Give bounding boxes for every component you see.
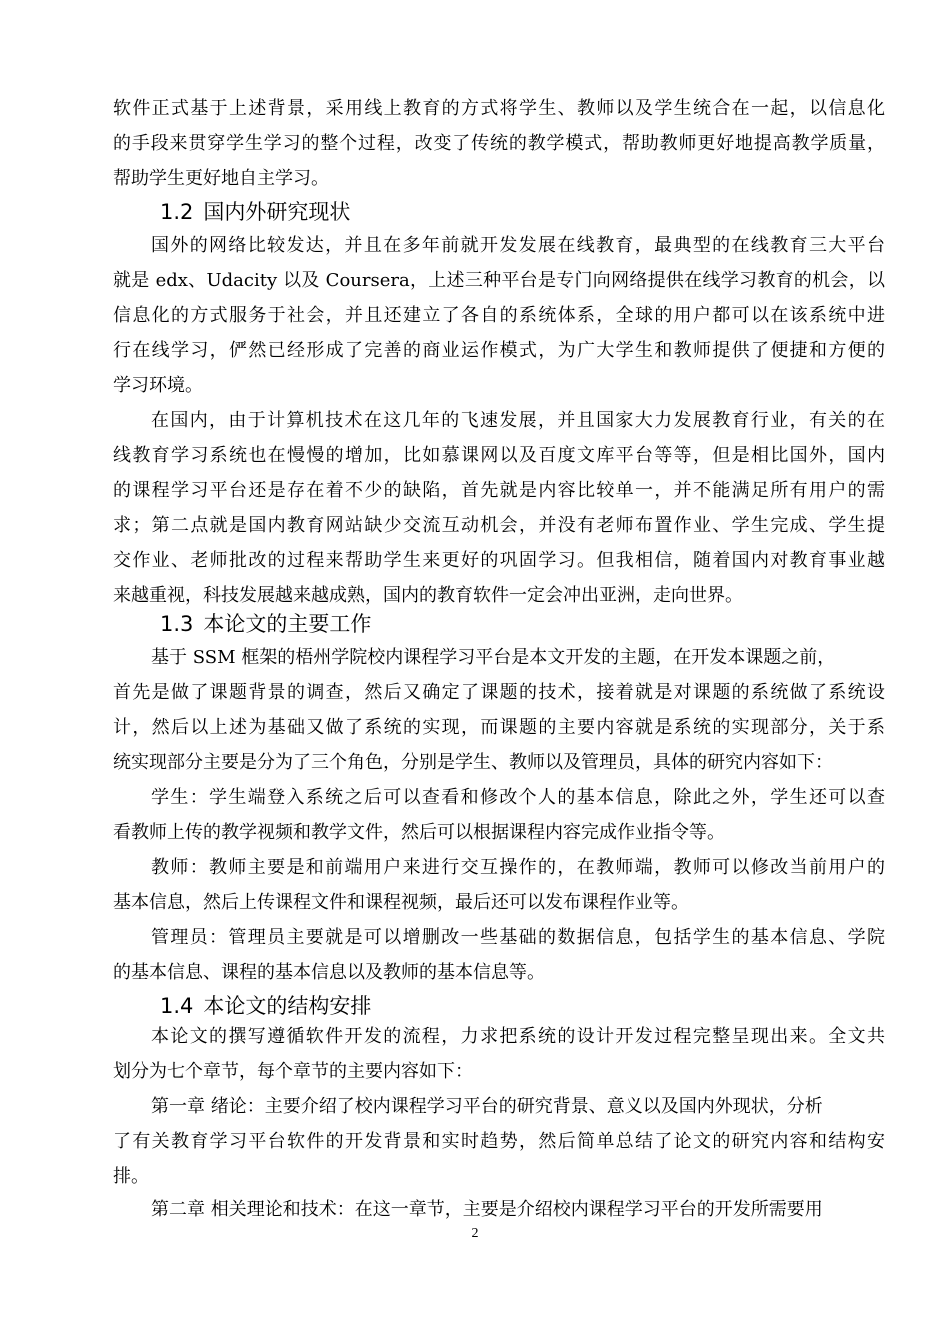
- paragraph: [113, 920, 885, 990]
- section-number: 1.2: [160, 200, 194, 224]
- paragraph: [113, 228, 885, 403]
- section-heading: [160, 609, 371, 639]
- text-line: 计，然后以上述为基础又做了系统的实现，而课题的主要内容就是系统的实现部分，关于系: [113, 717, 885, 738]
- text-line: 排。: [113, 1166, 149, 1187]
- text-line: 软件正式基于上述背景，采用线上教育的方式将学生、教师以及学生统合在一起，以信息化: [113, 98, 885, 119]
- text-line: 的课程学习平台还是存在着不少的缺陷，首先就是内容比较单一，并不能满足所有用户的需: [113, 480, 885, 501]
- paragraph: [113, 1019, 885, 1089]
- paragraph: [113, 1089, 885, 1194]
- text-line: 在国内，由于计算机技术在这几年的飞速发展，并且国家大力发展教育行业，有关的在: [151, 410, 885, 431]
- page-number: 2: [471, 1226, 479, 1241]
- paragraph: [113, 403, 885, 613]
- text-line: 学生：学生端登入系统之后可以查看和修改个人的基本信息，除此之外，学生还可以查: [151, 787, 885, 808]
- text-line: 行在线学习，俨然已经形成了完善的商业运作模式，为广大学生和教师提供了便捷和方便的: [113, 340, 885, 361]
- section-heading: [160, 197, 350, 227]
- section-title: 国内外研究现状: [203, 200, 351, 224]
- text-line: 帮助学生更好地自主学习。: [113, 168, 329, 189]
- text-line: 国外的网络比较发达，并且在多年前就开发发展在线教育，最典型的在线教育三大平台: [151, 235, 885, 256]
- text-line: 的基本信息、课程的基本信息以及教师的基本信息等。: [113, 962, 545, 983]
- text-line: 划分为七个章节，每个章节的主要内容如下：: [113, 1061, 473, 1082]
- text-line: 交作业、老师批改的过程来帮助学生来更好的巩固学习。但我相信，随着国内对教育事业越: [113, 550, 885, 571]
- text-line: 的手段来贯穿学生学习的整个过程，改变了传统的教学模式，帮助教师更好地提高教学质量，: [113, 133, 885, 154]
- text-line: 了有关教育学习平台软件的开发背景和实时趋势，然后简单总结了论文的研究内容和结构安: [113, 1131, 885, 1152]
- paragraph: [113, 780, 885, 850]
- paragraph: [113, 640, 885, 780]
- section-number: 1.4: [160, 994, 194, 1018]
- paragraph: [113, 91, 885, 196]
- text-line: 统实现部分主要是分为了三个角色，分别是学生、教师以及管理员，具体的研究内容如下：: [113, 752, 833, 773]
- text-line: 管理员：管理员主要就是可以增删改一些基础的数据信息，包括学生的基本信息、学院: [151, 927, 885, 948]
- text-line: 求；第二点就是国内教育网站缺少交流互动机会，并没有老师布置作业、学生完成、学生提: [113, 515, 885, 536]
- text-line: 基于 SSM 框架的梧州学院校内课程学习平台是本文开发的主题，在开发本课题之前，: [151, 647, 836, 668]
- text-line: 第二章 相关理论和技术：在这一章节，主要是介绍校内课程学习平台的开发所需要用: [151, 1199, 823, 1220]
- section-number: 1.3: [160, 612, 194, 636]
- text-line: 线教育学习系统也在慢慢的增加，比如慕课网以及百度文库平台等等，但是相比国外，国内: [113, 445, 885, 466]
- section-title: 本论文的结构安排: [203, 994, 372, 1018]
- text-line: 来越重视，科技发展越来越成熟，国内的教育软件一定会冲出亚洲，走向世界。: [113, 585, 743, 606]
- text-line: 信息化的方式服务于社会，并且还建立了各自的系统体系，全球的用户都可以在该系统中进: [113, 305, 885, 326]
- text-line: 首先是做了课题背景的调查，然后又确定了课题的技术，接着就是对课题的系统做了系统设: [113, 682, 885, 703]
- text-line: 第一章 绪论：主要介绍了校内课程学习平台的研究背景、意义以及国内外现状，分析: [151, 1096, 823, 1117]
- text-line: 看教师上传的教学视频和教学文件，然后可以根据课程内容完成作业指令等。: [113, 822, 725, 843]
- paragraph: [113, 1192, 885, 1227]
- section-title: 本论文的主要工作: [203, 612, 372, 636]
- paragraph: [113, 850, 885, 920]
- section-heading: [160, 991, 371, 1021]
- text-line: 学习环境。: [113, 375, 203, 396]
- text-line: 教师：教师主要是和前端用户来进行交互操作的，在教师端，教师可以修改当前用户的: [151, 857, 885, 878]
- text-line: 就是 edx、Udacity 以及 Coursera，上述三种平台是专门向网络提供在线学习教育的机会，以: [113, 270, 885, 291]
- text-line: 基本信息，然后上传课程文件和课程视频，最后还可以发布课程作业等。: [113, 892, 689, 913]
- text-line: 本论文的撰写遵循软件开发的流程，力求把系统的设计开发过程完整呈现出来。全文共: [151, 1026, 885, 1047]
